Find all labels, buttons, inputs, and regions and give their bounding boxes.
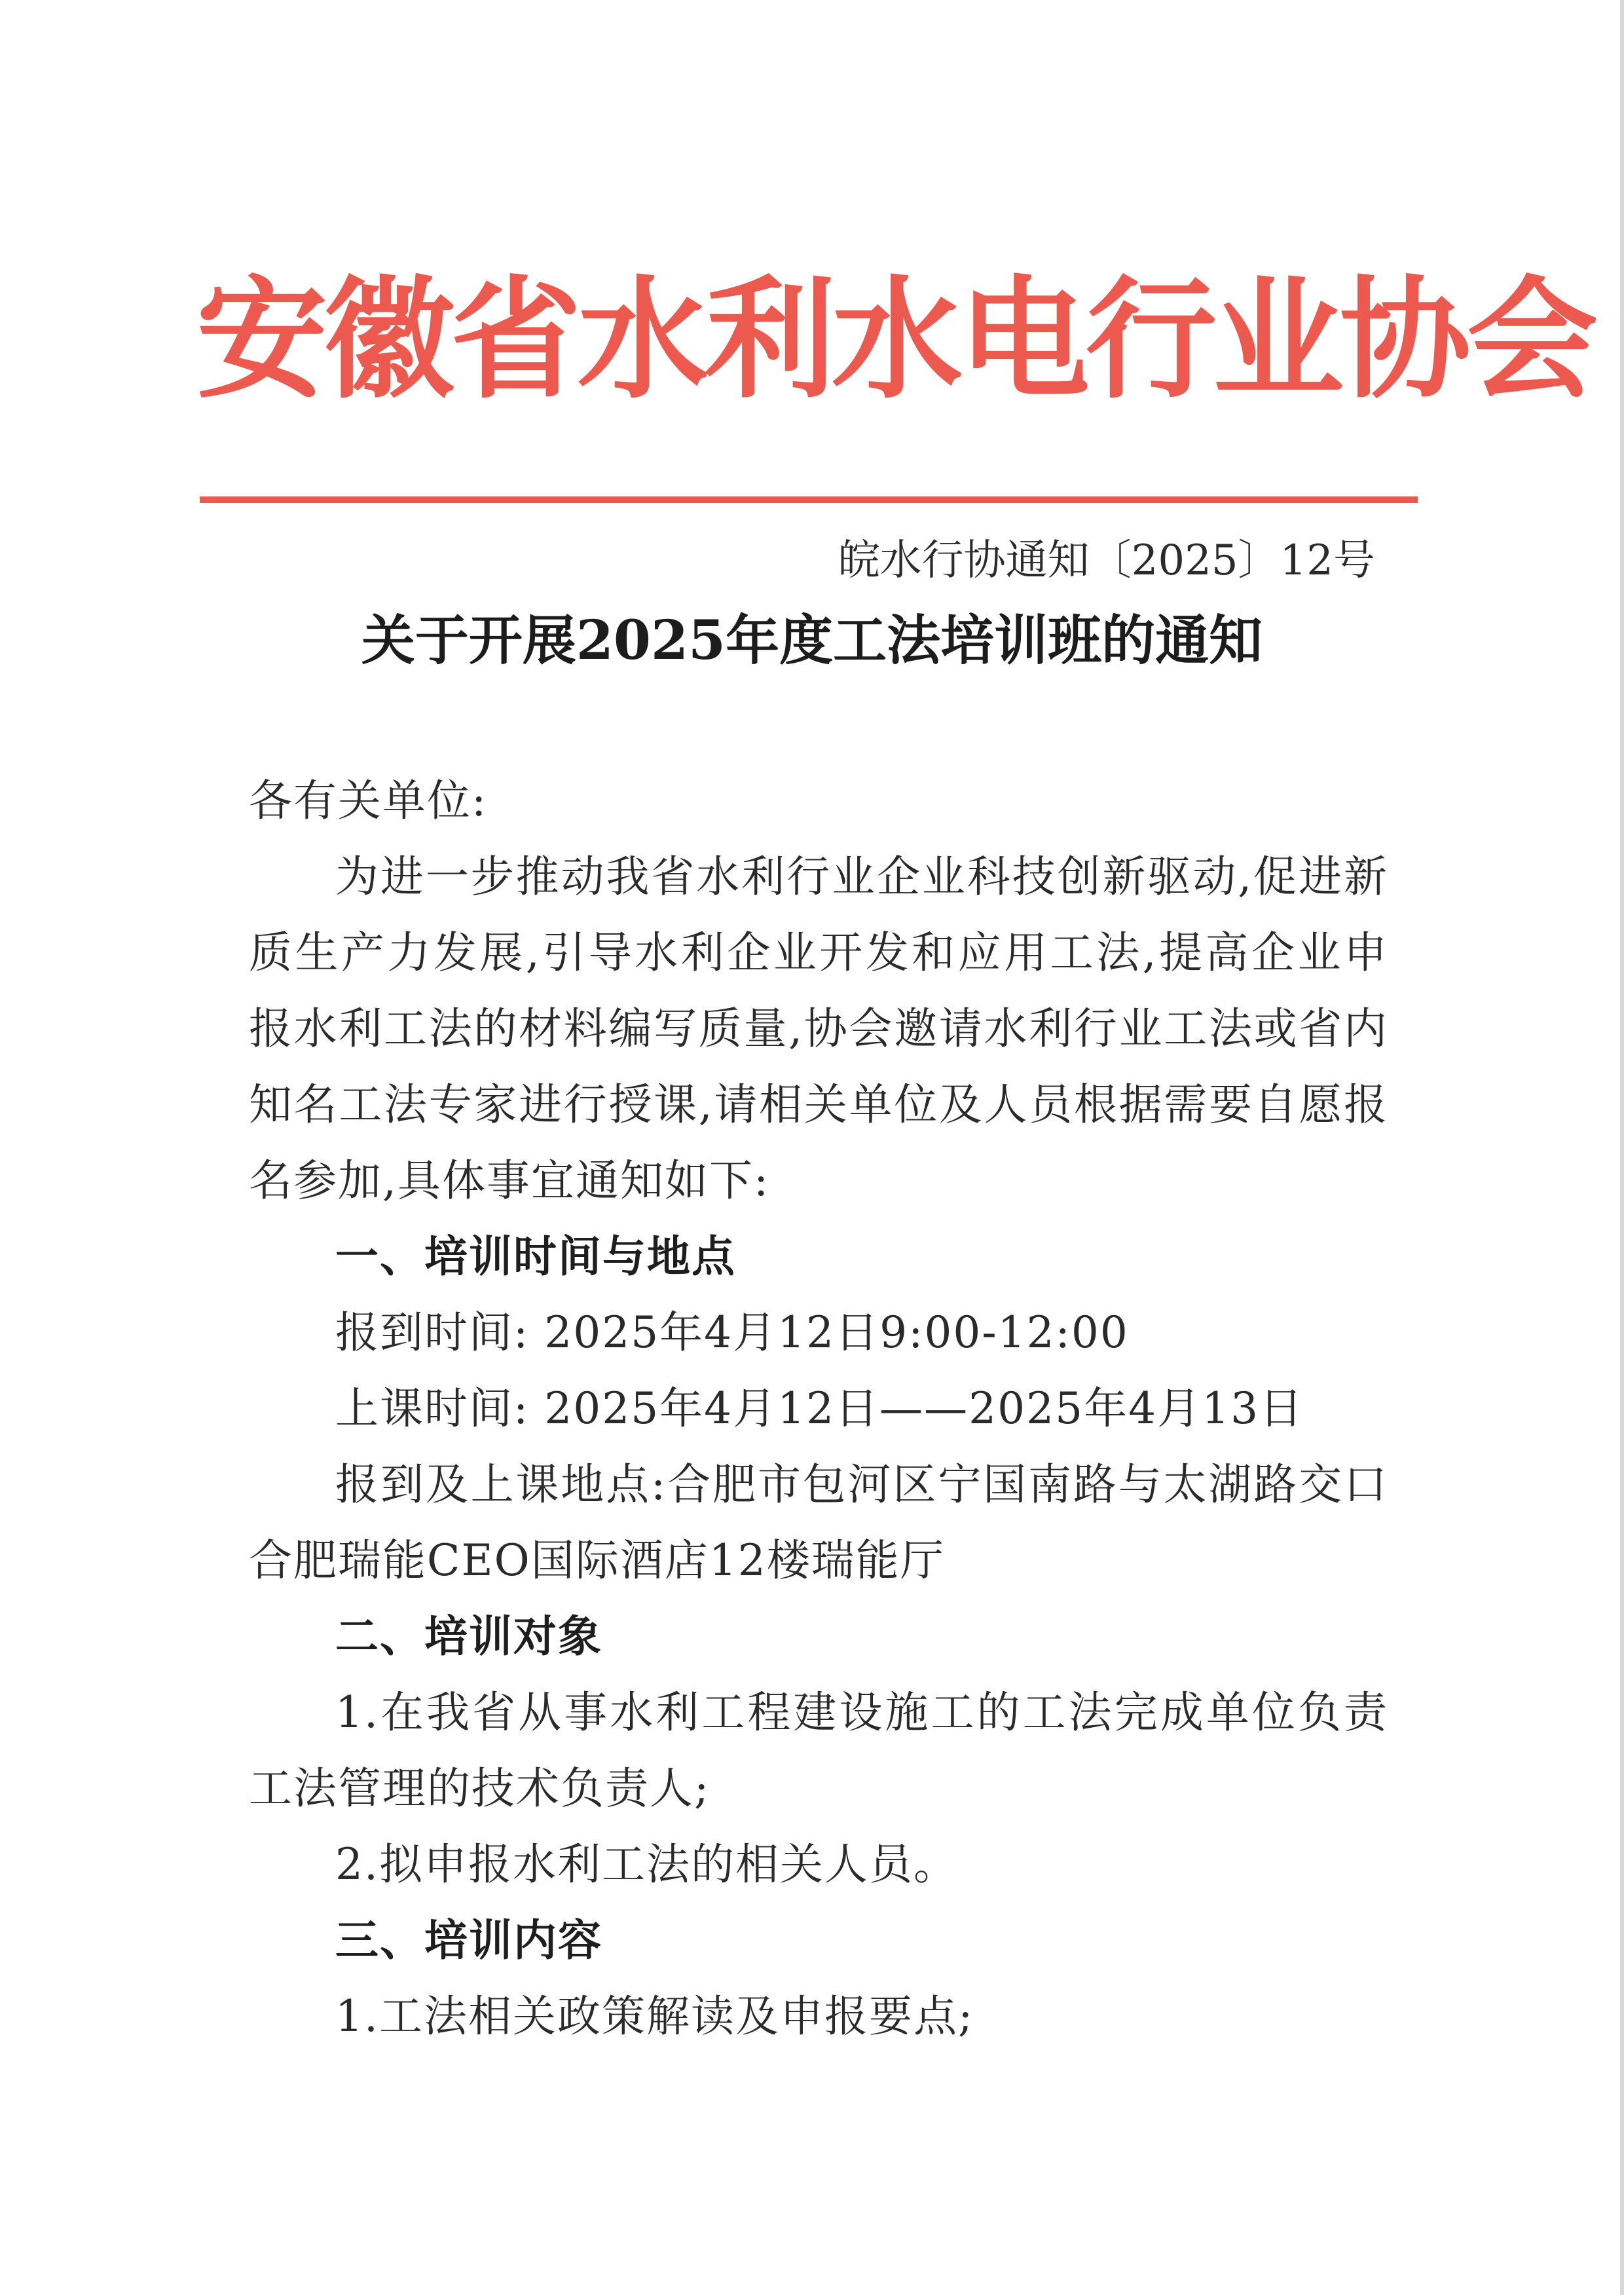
- document-title: 关于开展2025年度工法培训班的通知: [361, 609, 1263, 672]
- salutation: 各有关单位:: [249, 775, 488, 826]
- intro-paragraph: 为进一步推动我省水利行业企业科技创新驱动,促进新质生产力发展,引导水利企业开发和应用工法,提高企业申报水利工法的材料编写质量,协会邀请水利行业工法或省内知名工法专家进行授课,请相关单位及人员根据需要自愿报名参加,具体事宜通知如下:: [249, 851, 1388, 1206]
- letterhead-divider: [200, 496, 1418, 503]
- section-heading-audience: 二、培训对象: [335, 1611, 602, 1662]
- registration-time: 报到时间: 2025年4月12日9:00-12:00: [335, 1307, 1129, 1358]
- audience-item-2: 2.拟申报水利工法的相关人员。: [335, 1839, 958, 1890]
- audience-item-1: 1.在我省从事水利工程建设施工的工法完成单位负责工法管理的技术负责人;: [249, 1687, 1388, 1814]
- class-time: 上课时间: 2025年4月12日——2025年4月13日: [335, 1383, 1304, 1434]
- venue: 报到及上课地点:合肥市包河区宁国南路与太湖路交口合肥瑞能CEO国际酒店12楼瑞能厅: [249, 1459, 1388, 1586]
- scan-edge: [1620, 0, 1624, 2295]
- organization-letterhead: 安徽省水利水电行业协会: [196, 264, 1595, 417]
- content-item-1: 1.工法相关政策解读及申报要点;: [335, 1991, 974, 2042]
- section-heading-content: 三、培训内容: [335, 1915, 602, 1966]
- document-body: [249, 763, 1388, 2055]
- document-number: 皖水行协通知〔2025〕12号: [838, 536, 1375, 585]
- section-heading-time-location: 一、培训时间与地点: [335, 1231, 736, 1282]
